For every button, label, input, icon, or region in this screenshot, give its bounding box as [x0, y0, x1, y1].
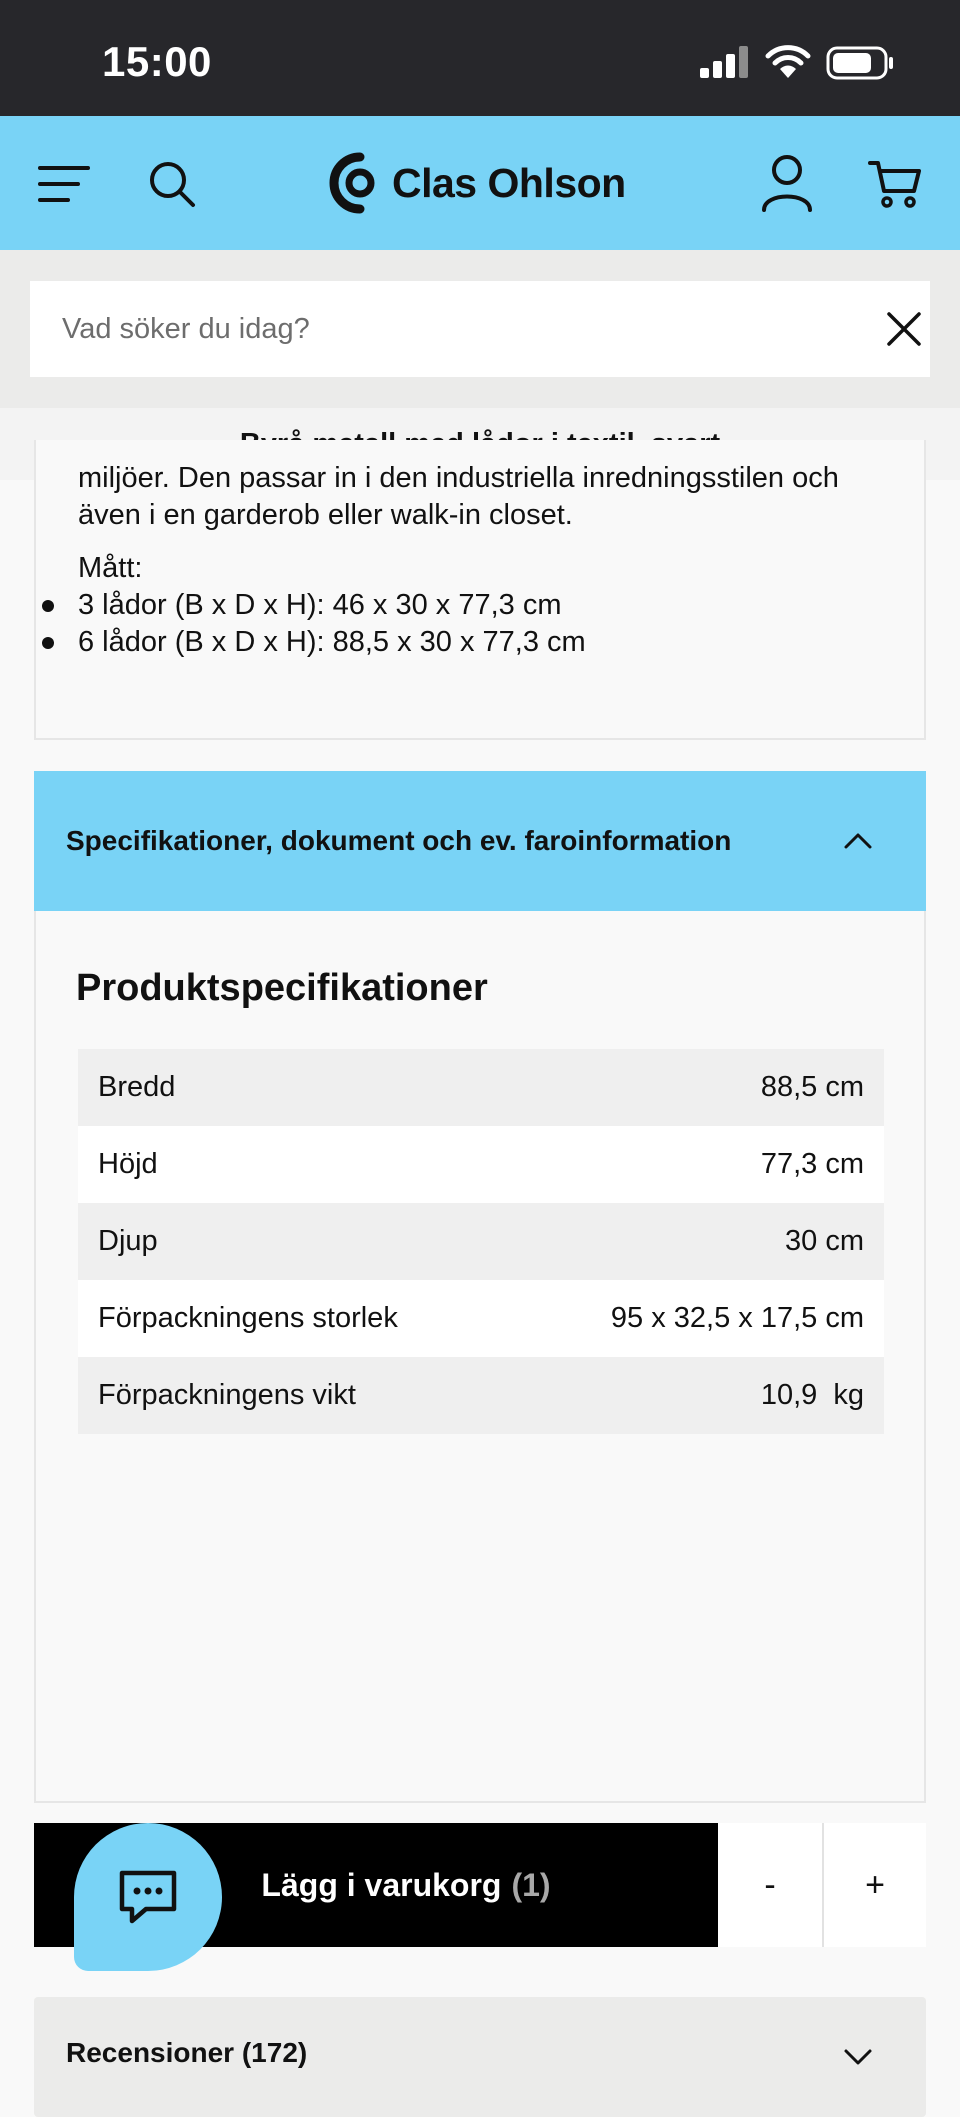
search-area [0, 250, 960, 408]
spec-label: Djup [98, 1225, 158, 1257]
chat-button[interactable] [74, 1823, 222, 1971]
measurements-label: Mått: [78, 552, 143, 584]
brand-name: Clas Ohlson [392, 159, 626, 206]
cart-icon[interactable] [866, 156, 924, 212]
menu-icon[interactable] [36, 158, 92, 210]
chevron-down-icon [842, 2041, 874, 2073]
spec-label: Förpackningens vikt [98, 1379, 356, 1411]
search-input[interactable] [62, 281, 842, 377]
cart-quantity: (1) [511, 1866, 551, 1903]
add-to-cart-label: Lägg i varukorg [261, 1866, 502, 1903]
specifications-accordion-header[interactable] [34, 771, 926, 911]
spec-label: Höjd [98, 1148, 158, 1180]
spec-value: 95 x 32,5 x 17,5 cm [610, 1302, 864, 1334]
spec-label: Bredd [98, 1071, 176, 1103]
spec-value: 88,5 cm [760, 1071, 864, 1103]
increase-quantity-button[interactable]: + [822, 1823, 926, 1947]
account-icon[interactable] [758, 152, 816, 214]
cellular-signal-icon [700, 46, 752, 80]
spec-value: 77,3 cm [760, 1148, 864, 1180]
spec-value: 10,9 kg [760, 1379, 864, 1411]
search-icon[interactable] [146, 158, 198, 210]
status-time: 15:00 [102, 38, 212, 85]
table-row [78, 1280, 884, 1357]
chat-icon [116, 1867, 180, 1927]
description-card [34, 440, 926, 740]
table-row [78, 1357, 884, 1434]
brand-logo-mark-icon [330, 151, 382, 215]
list-item: 6 lådor (B x D x H): 88,5 x 30 x 77,3 cm [78, 624, 586, 661]
list-item: 3 lådor (B x D x H): 46 x 30 x 77,3 cm [78, 587, 586, 624]
battery-icon [826, 46, 896, 80]
product-content [0, 462, 960, 2078]
table-row [78, 1126, 884, 1203]
product-specs-heading: Produktspecifikationer [76, 967, 488, 1009]
specifications-accordion [34, 771, 926, 1803]
site-header [0, 116, 960, 250]
spec-table [78, 1049, 884, 1434]
reviews-accordion-header[interactable] [34, 1997, 926, 2117]
status-bar [0, 0, 960, 116]
spec-value: 30 cm [785, 1225, 864, 1257]
brand-logo[interactable] [330, 150, 626, 216]
description-text: miljöer. Den passar in i den industriella inredningsstilen och även i en garderob eller walk-in closet. [78, 462, 839, 531]
reviews-label: Recensioner (172) [66, 2037, 308, 2068]
table-row [78, 1203, 884, 1280]
measurements-list [78, 587, 586, 661]
search-box [30, 281, 930, 377]
table-row [78, 1049, 884, 1126]
close-icon[interactable] [886, 311, 922, 347]
chevron-up-icon [842, 825, 874, 857]
wifi-icon [766, 44, 810, 80]
decrease-quantity-button[interactable]: - [718, 1823, 822, 1947]
specifications-header-label: Specifikationer, dokument och ev. faroinformation [66, 825, 732, 856]
spec-label: Förpackningens storlek [98, 1302, 398, 1334]
